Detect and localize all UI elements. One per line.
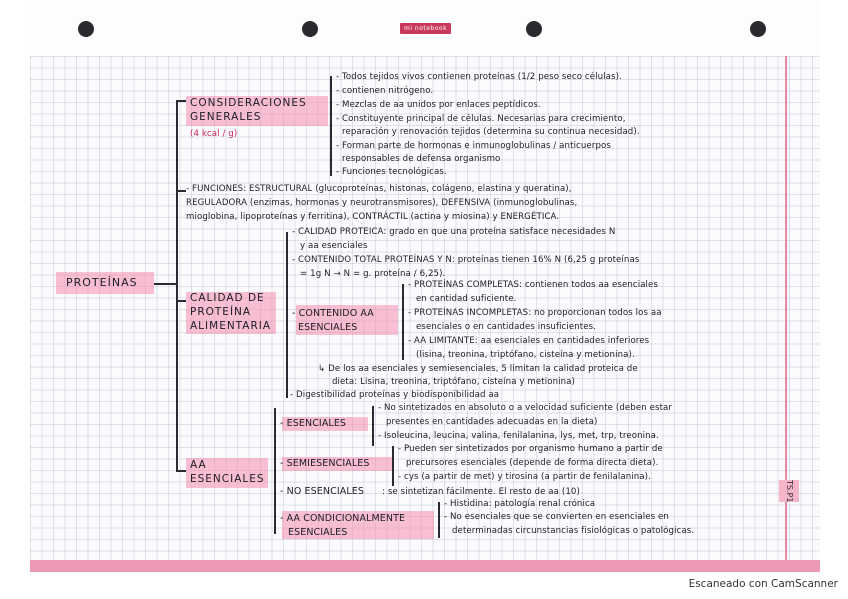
contenido-label-1: - CONTENIDO AA: [292, 308, 374, 319]
contenido-item: esenciales o en cantidades insuficientes.: [416, 322, 597, 332]
consideracion-item: - contienen nitrógeno.: [336, 86, 434, 96]
consideraciones-title-1: CONSIDERACIONES: [190, 97, 307, 109]
connector: [176, 300, 186, 302]
calidad-item: = 1g N → N = g. proteína / 6,25).: [300, 269, 446, 279]
contenido-label-2: ESENCIALES: [298, 322, 358, 333]
no-esenciales-label: - NO ESENCIALES: [280, 486, 364, 497]
funciones-line: REGULADORA (enzimas, hormonas y neurotransmisores), DEFENSIVA (inmunoglobulinas,: [186, 198, 578, 208]
notebook-logo: mi notebook: [400, 23, 451, 34]
funciones-line: mioglobina, lipoproteínas y ferritina), CONTRÁCTIL (actina y miosina) y ENERGÉTICA.: [186, 212, 560, 222]
calidad-digest: - Digestibilidad proteínas y biodisponibilidad aa: [290, 390, 500, 400]
consideracion-item: - Todos tejidos vivos contienen proteínas (1/2 peso seco células).: [336, 72, 622, 82]
semiesenciales-item: - cys (a partir de met) y tirosina (a partir de fenilalanina).: [398, 472, 651, 482]
connector: [176, 190, 186, 192]
condicional-item: - Histidina: patología renal crónica: [444, 499, 596, 509]
calidad-item: - CALIDAD PROTEICA: grado en que una proteína satisface necesidades N: [292, 227, 616, 237]
esenciales-item: presentes en cantidades adecuadas en la dieta): [386, 417, 598, 427]
bracket: [372, 406, 374, 446]
connector: [176, 470, 186, 472]
condicional-label-2: ESENCIALES: [288, 527, 348, 538]
contenido-item: - PROTEÍNAS COMPLETAS: contienen todos aa esenciales: [408, 280, 659, 290]
consideracion-item: responsables de defensa organismo: [342, 154, 501, 164]
consideraciones-title-2: GENERALES: [190, 111, 262, 123]
condicional-item: - No esenciales que se convierten en esenciales en: [444, 512, 669, 522]
calidad-item: y aa esenciales: [300, 241, 368, 251]
consideracion-item: - Funciones tecnológicas.: [336, 167, 447, 177]
consideracion-item: reparación y renovación tejidos (determina su continua necesidad).: [342, 127, 640, 137]
semiesenciales-label: - SEMIESENCIALES: [280, 458, 370, 469]
calidad-note: dieta: Lisina, treonina, triptófano, cisteína y metionina): [332, 377, 575, 387]
aa-title-2: ESENCIALES: [190, 473, 265, 485]
calidad-title-1: CALIDAD DE: [190, 292, 265, 304]
contenido-item: (lisina, treonina, triptófano, cisteína y metionina).: [416, 350, 635, 360]
contenido-item: - AA LIMITANTE: aa esenciales en cantidades inferiores: [408, 336, 650, 346]
consideracion-item: - Constituyente principal de células. Necesarias para crecimiento,: [336, 114, 626, 124]
esenciales-item: - No sintetizados en absoluto o a velocidad suficiente (deben estar: [378, 403, 673, 413]
semiesenciales-item: - Pueden ser sintetizados por organismo humano a partir de: [398, 444, 663, 454]
contenido-item: - PROTEÍNAS INCOMPLETAS: no proporcionan todos los aa: [408, 308, 662, 318]
no-esenciales-text: : se sintetizan fácilmente. El resto de aa (10): [382, 487, 580, 497]
main-trunk: [176, 100, 178, 470]
calidad-title-2: PROTEÍNA: [190, 306, 252, 318]
binder-hole: [302, 21, 318, 37]
page-number: TS.P1: [779, 480, 799, 502]
calidad-item: - CONTENIDO TOTAL PROTEÍNAS Y N: proteínas tienen 16% N (6,25 g proteínas: [292, 255, 640, 265]
consideraciones-sub: (4 kcal / g): [190, 129, 238, 139]
bottom-band: [30, 560, 820, 572]
funciones-line: - FUNCIONES: ESTRUCTURAL (glucoproteínas, histonas, colágeno, elastina y queratina),: [186, 184, 572, 194]
condicional-item: determinadas circunstancias fisiológicas o patológicas.: [452, 526, 695, 536]
bracket: [286, 232, 288, 398]
semiesenciales-item: precursores esenciales (depende de forma directa dieta).: [406, 458, 659, 468]
binder-hole: [78, 21, 94, 37]
calidad-title-3: ALIMENTARIA: [190, 320, 272, 332]
consideracion-item: - Mezclas de aa unidos por enlaces peptídicos.: [336, 100, 541, 110]
aa-title-1: AA: [190, 459, 207, 471]
esenciales-item: - Isoleucina, leucina, valina, fenilalanina, lys, met, trp, treonina.: [378, 431, 659, 441]
bracket: [392, 446, 394, 486]
bracket: [330, 76, 332, 176]
esenciales-label: - ESENCIALES: [280, 418, 347, 429]
contenido-item: en cantidad suficiente.: [416, 294, 517, 304]
binder-hole: [526, 21, 542, 37]
scanner-footer: Escaneado con CamScanner: [688, 578, 838, 590]
binder-hole: [750, 21, 766, 37]
root-title: PROTEÍNAS: [66, 276, 138, 289]
connector: [176, 100, 186, 102]
connector: [154, 283, 176, 285]
consideracion-item: - Forman parte de hormonas e inmunoglobulinas / anticuerpos: [336, 141, 611, 151]
bracket: [402, 284, 404, 360]
bracket: [274, 408, 276, 534]
calidad-note: ↳ De los aa esenciales y semiesenciales, 5 limitan la calidad proteica de: [318, 364, 638, 374]
condicional-label-1: - AA CONDICIONALMENTE: [280, 513, 406, 524]
bracket: [438, 502, 440, 538]
